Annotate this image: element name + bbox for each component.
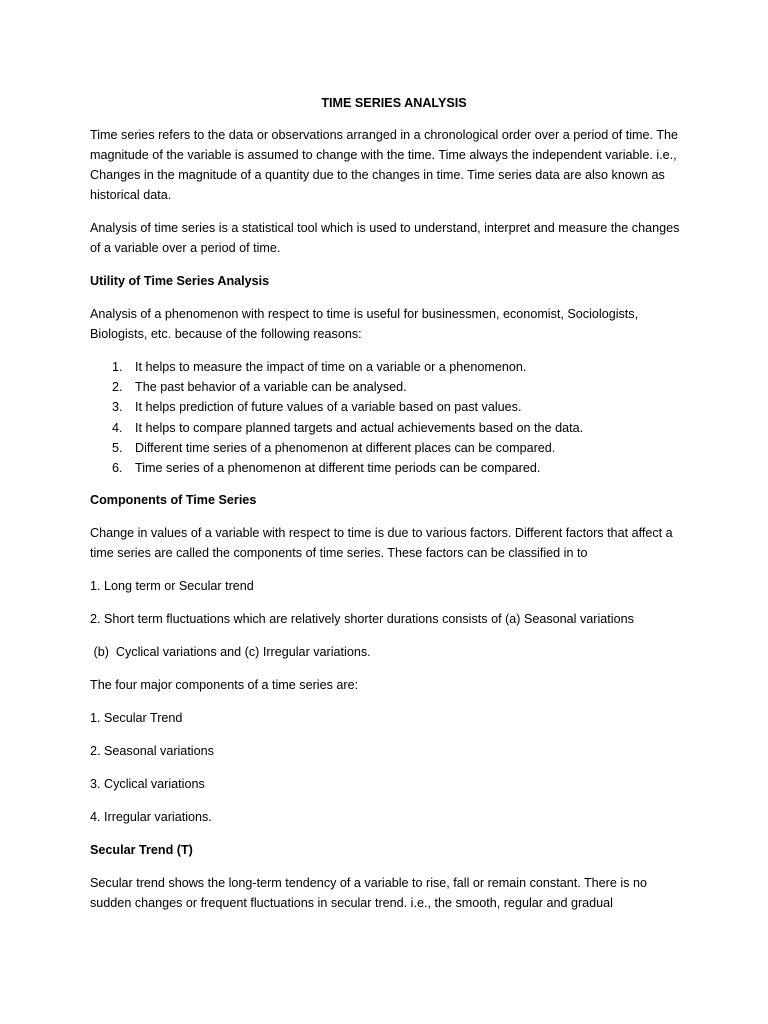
components-line: 3. Cyclical variations [90, 777, 205, 792]
components-line: The four major components of a time series are: [90, 678, 359, 693]
components-line: 4. Irregular variations. [90, 810, 212, 825]
list-item-text: Different time series of a phenomenon at different places can be compared. [135, 440, 556, 455]
intro-paragraph-1: Time series refers to the data or observations arranged in a chronological order over a period of time. The magnitude of the variable is assumed to change with the time. Time always the independent variable. i.e., Changes in the magnitude of a quantity due to the changes in time. Time series data are also known as historical data. [90, 128, 679, 202]
list-item-number: 3. [112, 400, 123, 415]
components-line: 1. Long term or Secular trend [90, 579, 254, 594]
list-item [90, 377, 690, 397]
utility-intro-paragraph: Analysis of a phenomenon with respect to time is useful for businessmen, economist, Sociologists, Biologists, etc. because of the following reasons: [90, 307, 639, 341]
components-line: 1. Secular Trend [90, 711, 183, 726]
list-item-text: It helps to compare planned targets and actual achievements based on the data. [135, 420, 584, 435]
list-item [90, 357, 690, 377]
list-item-text: It helps to measure the impact of time on a variable or a phenomenon. [135, 360, 527, 374]
intro-paragraph-2: Analysis of time series is a statistical tool which is used to understand, interpret and measure the changes of a variable over a period of time. [90, 221, 680, 255]
components-line: 2. Seasonal variations [90, 744, 214, 759]
list-item-text: Time series of a phenomenon at different time periods can be compared. [135, 461, 541, 476]
utility-heading: Utility of Time Series Analysis [90, 274, 270, 288]
list-item-text: The past behavior of a variable can be analysed. [135, 380, 407, 395]
list-item-number: 6. [112, 461, 123, 476]
reasons-list [90, 357, 690, 478]
list-item [90, 397, 690, 417]
list-item-text: It helps prediction of future values of a variable based on past values. [135, 400, 522, 415]
document-title: TIME SERIES ANALYSIS [321, 96, 467, 110]
secular-trend-heading: Secular Trend (T) [90, 843, 193, 858]
list-item-number: 5. [112, 440, 123, 455]
components-line: (b) Cyclical variations and (c) Irregular variations. [90, 645, 371, 660]
components-paragraph: Change in values of a variable with respect to time is due to various factors. Different factors that affect a time series are called the components of time series. These factors can be classified in to [90, 526, 673, 561]
secular-trend-paragraph: Secular trend shows the long-term tendency of a variable to rise, fall or remain constant. There is no sudden changes or frequent fluctuations in secular trend. i.e., the smooth, regular and gradual [90, 876, 647, 911]
list-item-number: 1. [112, 360, 123, 374]
components-heading: Components of Time Series [90, 493, 257, 508]
list-item-number: 4. [112, 420, 123, 435]
components-line: 2. Short term fluctuations which are relatively shorter durations consists of (a) Seasonal variations [90, 612, 634, 627]
list-item [90, 418, 690, 438]
document-page [90, 93, 690, 926]
list-item [90, 438, 690, 458]
list-item [90, 458, 690, 478]
list-item-number: 2. [112, 380, 123, 395]
